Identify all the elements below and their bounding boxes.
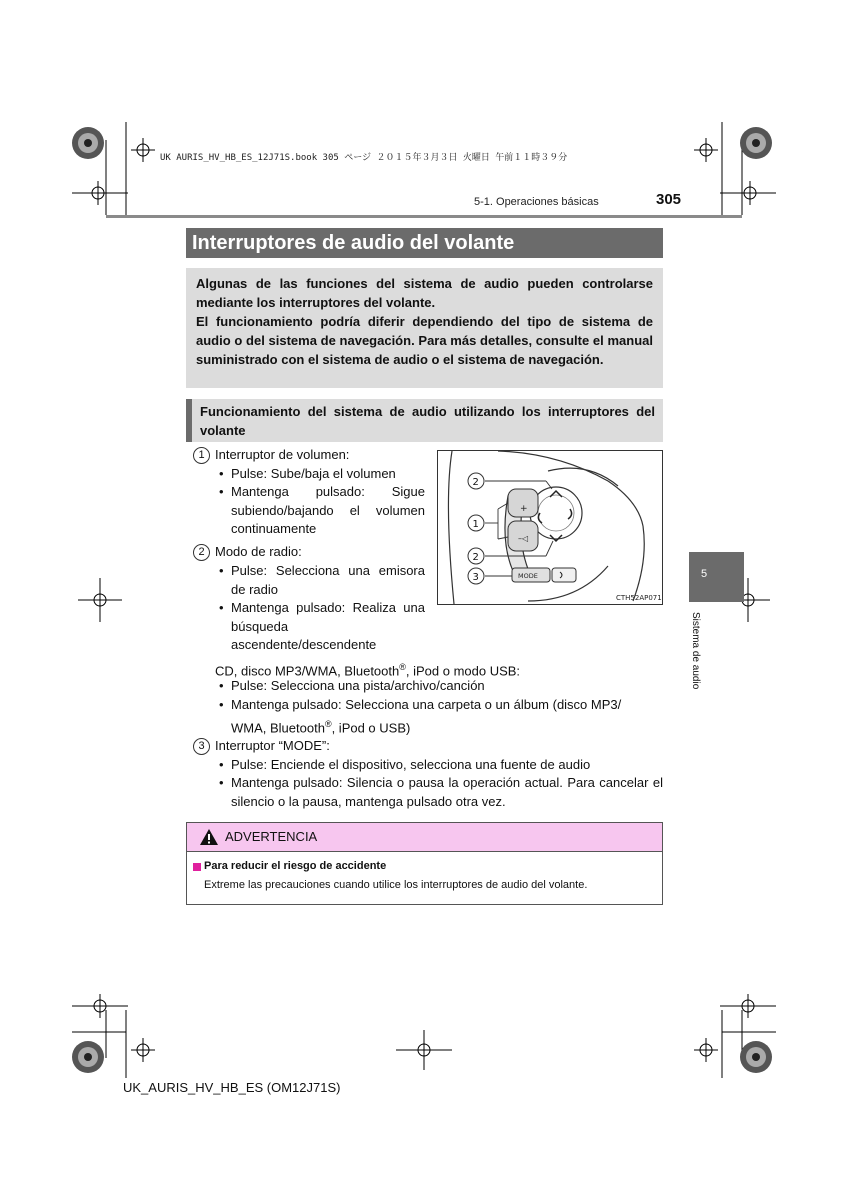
warning-marker-icon [193,863,201,871]
bullet: • [219,697,224,712]
subheading: Funcionamiento del sistema de audio utilizando los interruptores del volante [186,399,663,442]
print-header: UK AURIS_HV_HB_ES_12J71S.book 305 ページ ２０１５年３月３日 火曜日 午前１１時３９分 [160,153,568,163]
steering-wheel-illustration [438,451,662,604]
chapter-number: 5 [701,568,708,580]
page-title: Interruptores de audio del volante [186,228,663,258]
list-item [219,756,663,776]
chapter-tab [689,552,744,602]
warning-triangle-icon [199,828,219,846]
bullet: • [219,678,224,693]
bullet: • [219,600,224,615]
bullet-text: Pulse: Enciende el dispositivo, selecciona una fuente de audio [231,757,591,772]
item-number-1: 1 [193,447,210,464]
intro-paragraph: El funcionamiento podría diferir dependiendo del tipo de sistema de audio o del sistema de navegación. Para más detalles, consulte el manual suministrado con el sistema de audio o el sistema de navegación. [196,314,653,367]
footer-code: UK_AURIS_HV_HB_ES (OM12J71S) [123,1080,341,1095]
bullet-text: Mantenga pulsado: Selecciona una carpeta o un álbum (disco MP3/ WMA, Bluetooth®, iPod o USB) [231,697,622,735]
bullet: • [219,757,224,772]
steering-switch-figure [437,450,663,605]
voice-button [552,568,576,582]
bullet-text: Pulse: Sube/baja el volumen [231,466,396,481]
section-label: 5-1. Operaciones básicas [474,196,599,208]
item-title: Interruptor “MODE”: [215,738,330,753]
media-mode-line: CD, disco MP3/WMA, Bluetooth®, iPod o modo USB: [215,662,521,679]
list-item [219,677,663,697]
header-rule [106,215,742,218]
item-title: Interruptor de volumen: [215,447,350,462]
figure-code: CTH52AP071 [616,594,662,602]
list-item [219,696,663,736]
item-title: Modo de radio: [215,544,302,559]
mode-label: MODE [518,572,538,580]
warning-text: Extreme las precauciones cuando utilice los interruptores de audio del volante. [204,879,588,891]
warning-title: ADVERTENCIA [225,829,318,844]
warning-header [187,823,662,852]
bullet-text: Mantenga pulsado: Sigue subiendo/bajando el volumen continuamente [231,484,425,536]
bullet: • [219,563,224,578]
intro-paragraph: Algunas de las funciones del sistema de audio pueden controlarse mediante los interruptores del volante. [196,276,653,310]
bullet: • [219,775,224,790]
callout-label: 2 [472,477,479,488]
bullet: • [219,466,224,481]
bullet-text: Mantenga pulsado: Silencia o pausa la operación actual. Para cancelar el silencio o la pausa, mantenga pulsado otra vez. [231,775,663,809]
svg-text:–◁: –◁ [518,534,529,543]
chapter-label: Sistema de audio [690,612,701,690]
callout-label: 1 [472,519,479,530]
page-number: 305 [656,191,682,208]
list-item [219,599,425,659]
item-number-2: 2 [193,544,210,561]
warning-box [186,822,663,905]
chapter-label-container [690,612,720,712]
item-number-3: 3 [193,738,210,755]
bullet-text: Pulse: Selecciona una pista/archivo/canción [231,678,485,693]
intro-box [186,268,663,388]
bullet-text: Mantenga pulsado: Realiza una búsqueda ascendente/descendente [231,600,425,652]
bullet-text: Pulse: Selecciona una emisora de radio [231,563,425,597]
svg-text:+: + [520,504,528,514]
callout-label: 3 [472,572,479,583]
list-item [219,483,425,543]
list-item [219,774,663,814]
list-item [219,465,425,485]
warning-subtitle: Para reducir el riesgo de accidente [204,860,387,872]
callout-label: 2 [472,552,479,563]
bullet: • [219,484,224,499]
list-item [219,562,425,602]
